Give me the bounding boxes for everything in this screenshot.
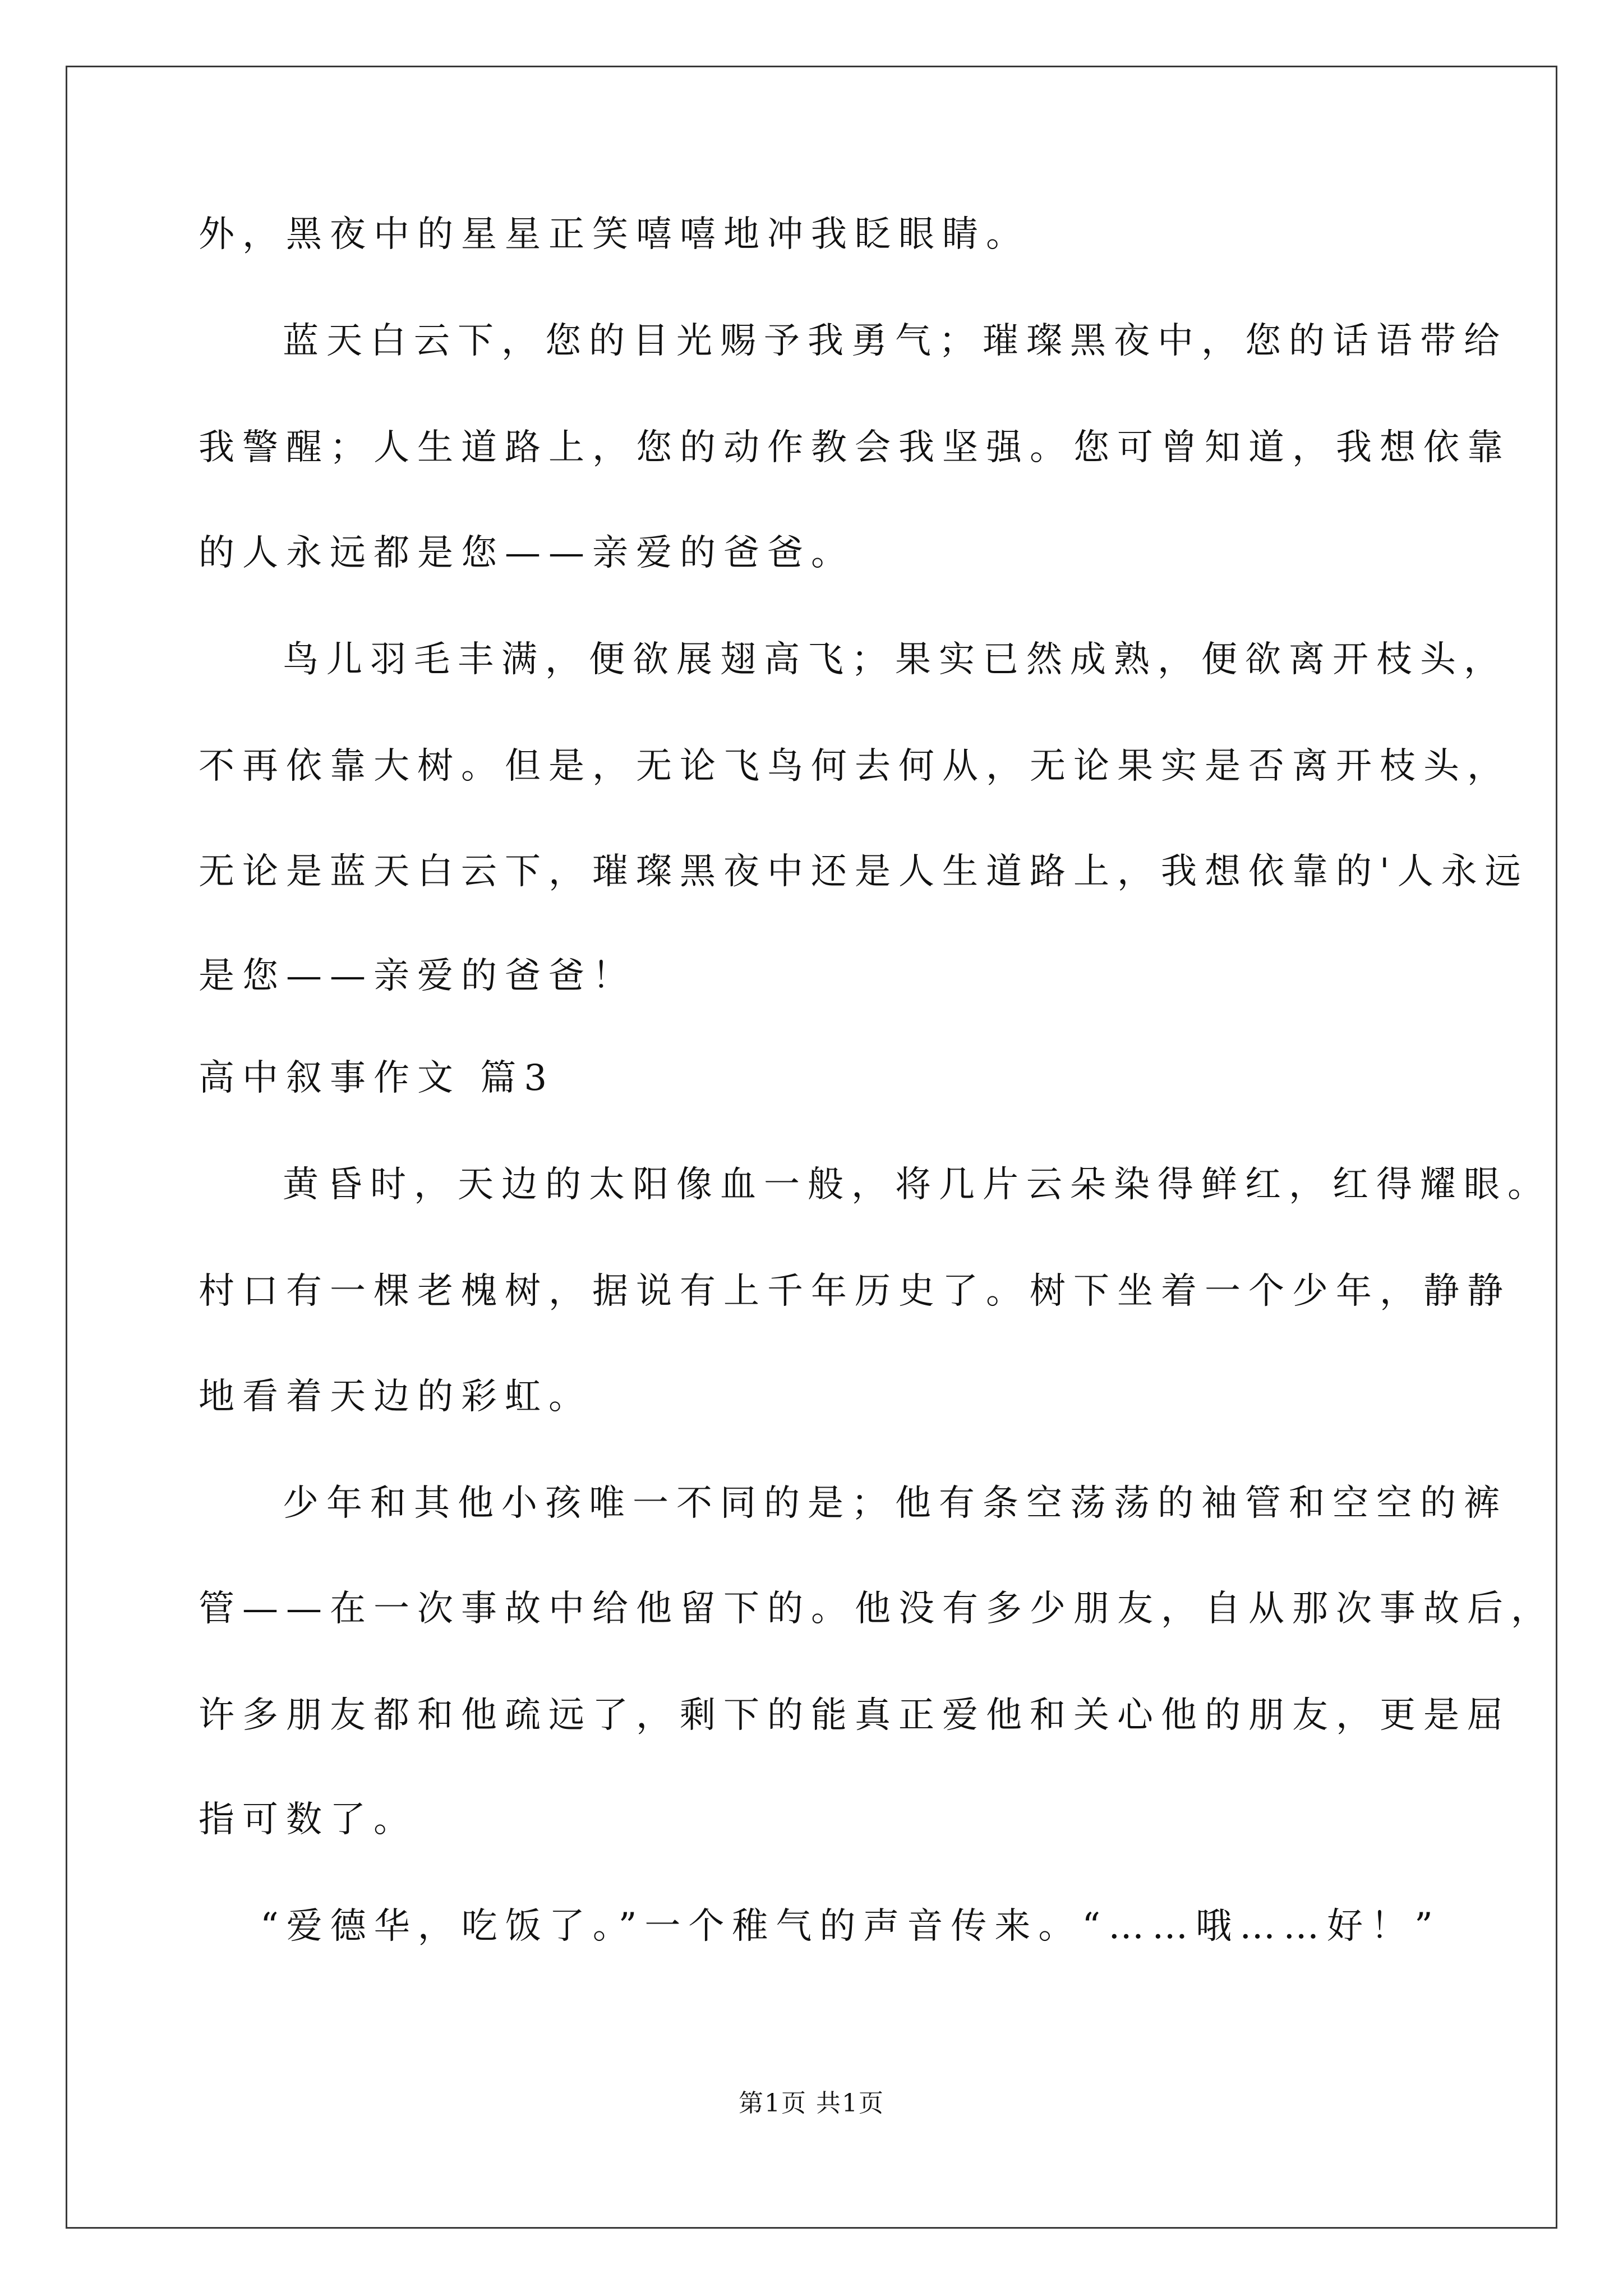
text-line: 指可数了。 bbox=[199, 1799, 417, 1841]
text-line: 许多朋友都和他疏远了，剩下的能真正爱他和关心他的朋友，更是屈 bbox=[199, 1695, 1511, 1736]
paragraph-start: “爱德华，吃饭了。”一个稚气的声音传来。“……哦……好！” bbox=[260, 1906, 1441, 1947]
text-line: 的人永远都是您——亲爱的爸爸。 bbox=[199, 532, 855, 574]
text-line: 我警醒；人生道路上，您的动作教会我坚强。您可曾知道，我想依靠 bbox=[199, 427, 1511, 468]
text-line: 村口有一棵老槐树，据说有上千年历史了。树下坐着一个少年，静静 bbox=[199, 1271, 1511, 1312]
page-footer: 第1页 共1页 bbox=[739, 2089, 884, 2118]
paragraph-start: 黄昏时，天边的太阳像血一般，将几片云朵染得鲜红，红得耀眼。 bbox=[283, 1164, 1551, 1205]
text-line: 管——在一次事故中给他留下的。他没有多少朋友，自从那次事故后， bbox=[199, 1588, 1555, 1630]
section-heading: 高中叙事作文 篇3 bbox=[199, 1057, 555, 1099]
text-line: 无论是蓝天白云下，璀璨黑夜中还是人生道路上，我想依靠的'人永远 bbox=[199, 851, 1529, 892]
text-line: 不再依靠大树。但是，无论飞鸟何去何从，无论果实是否离开枝头， bbox=[199, 746, 1511, 787]
text-line: 是您——亲爱的爸爸！ bbox=[199, 955, 636, 997]
text-line: 地看着天边的彩虹。 bbox=[199, 1376, 592, 1418]
paragraph-start: 蓝天白云下，您的目光赐予我勇气；璀璨黑夜中，您的话语带给 bbox=[283, 320, 1507, 362]
text-line: 外，黑夜中的星星正笑嘻嘻地冲我眨眼睛。 bbox=[199, 214, 1030, 255]
paragraph-start: 鸟儿羽毛丰满，便欲展翅高飞；果实已然成熟，便欲离开枝头， bbox=[283, 639, 1507, 680]
paragraph-start: 少年和其他小孩唯一不同的是；他有条空荡荡的袖管和空空的裤 bbox=[283, 1483, 1507, 1524]
